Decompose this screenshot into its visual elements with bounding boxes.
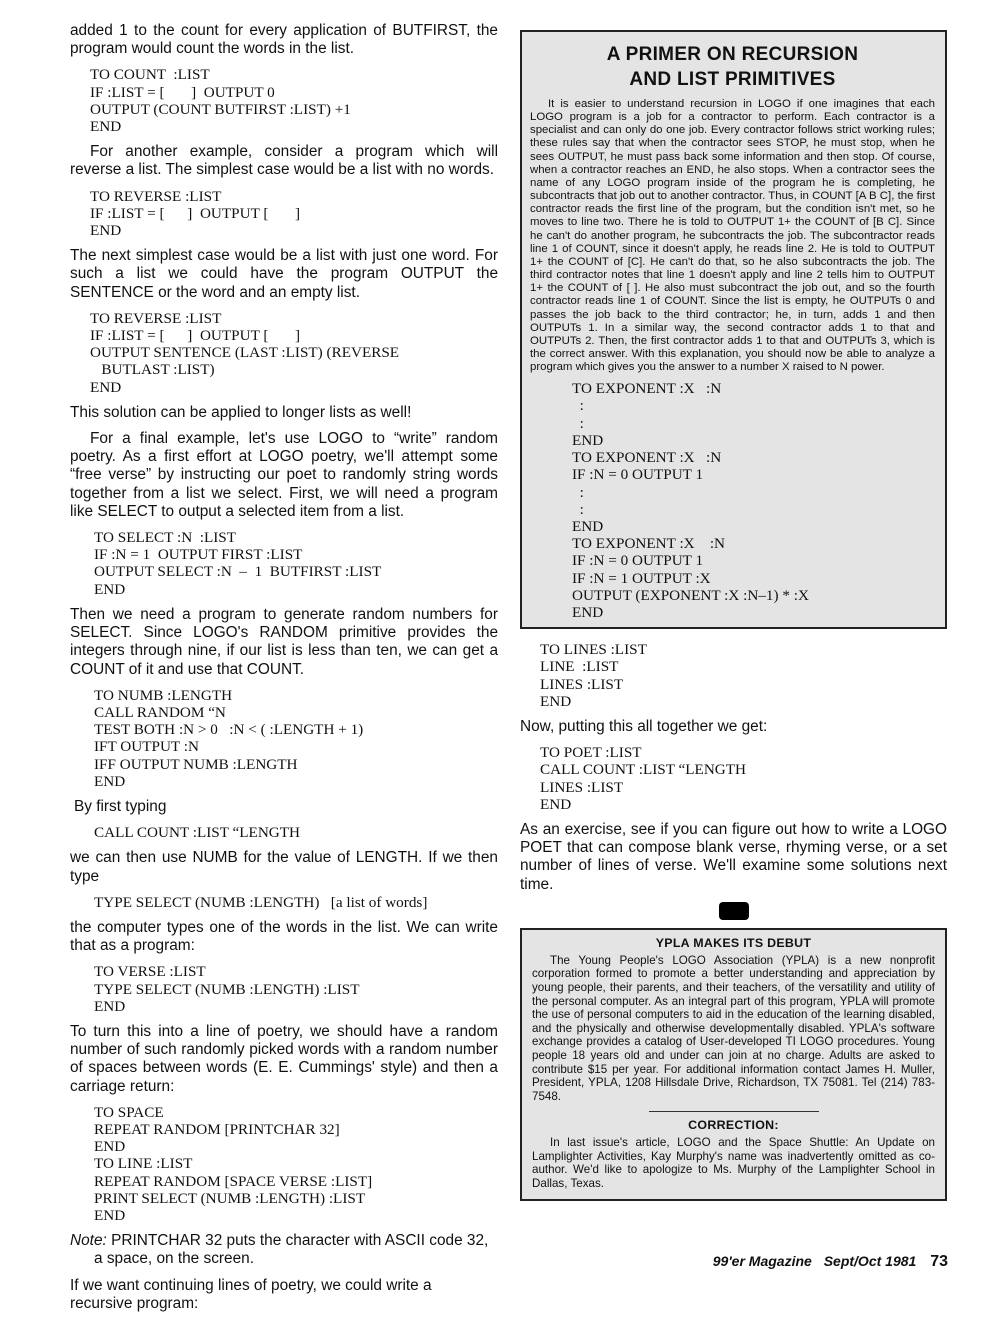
code-line: IF :LIST = [ ] OUTPUT [ ] bbox=[90, 327, 301, 345]
code-line: LINE :LIST bbox=[540, 658, 619, 676]
code-line: TYPE SELECT (NUMB :LENGTH) :LIST bbox=[94, 980, 360, 998]
code-line: END bbox=[572, 517, 604, 535]
code-line: END bbox=[90, 222, 122, 240]
code-line: BUTLAST :LIST) bbox=[90, 361, 215, 379]
correction-text: In last issue's article, LOGO and the Space Shuttle: An Update on Lamplighter Activities, Kay Murphy's name was inadvertently omitted as co-author. We'd like to apologize to Ms. Murphy of the Lamplighter School in Dallas, Texas. bbox=[532, 1136, 935, 1191]
code-line: OUTPUT SENTENCE (LAST :LIST) (REVERSE bbox=[90, 344, 400, 362]
code-line: PRINT SELECT (NUMB :LENGTH) :LIST bbox=[94, 1189, 366, 1207]
code-line: REPEAT RANDOM [SPACE VERSE :LIST] bbox=[94, 1172, 373, 1190]
code-line: END bbox=[90, 118, 122, 136]
code-line: REPEAT RANDOM [PRINTCHAR 32] bbox=[94, 1120, 340, 1138]
paragraph: Then we need a program to generate random numbers for SELECT. Since LOGO's RANDOM primitive provides the integers through nine, if our list is less than ten, we can get a COUNT of it and use that COUNT. bbox=[70, 605, 498, 678]
primer-title bbox=[530, 42, 935, 92]
code-line: END bbox=[94, 772, 126, 790]
code-line: IF :N = 0 OUTPUT 1 bbox=[572, 466, 704, 484]
paragraph: The next simplest case would be a list with just one word. For such a list we could have the program OUTPUT the SENTENCE or the word and an empty list. bbox=[70, 247, 498, 301]
code-line: CALL COUNT :LIST “LENGTH bbox=[540, 761, 746, 779]
paragraph: For a final example, let's use LOGO to “write” random poetry. As a first effort at LOGO poetry, we'll attempt some “free verse” by instructing our poet to randomly string words together from a list we select. First, we will need a program like SELECT to output a selected item from a list. bbox=[70, 430, 498, 520]
code-line: TEST BOTH :N > 0 :N < ( :LENGTH + 1) bbox=[94, 721, 364, 739]
code-line: TO SELECT :N :LIST bbox=[94, 529, 237, 547]
code-line: IF :LIST = [ ] OUTPUT [ ] bbox=[90, 204, 301, 222]
issue-date: Sept/Oct 1981 bbox=[823, 1253, 917, 1269]
code-line: TO EXPONENT :X :N bbox=[572, 449, 722, 467]
paragraph: the computer types one of the words in the list. We can write that as a program: bbox=[70, 918, 498, 955]
code-line: IF :LIST = [ ] OUTPUT 0 bbox=[90, 83, 275, 101]
note-label: Note: bbox=[70, 1232, 107, 1250]
primer-text: It is easier to understand recursion in LOGO if one imagines that each LOGO program is a job for a contractor to perform. Each contractor is a specialist and can only do one job. Every contractor follows strict working rules; these rules say that when the contractor sees STOP, he must stop, when he sees OUTPUT, he must pass back some information and then stop. Of course, when a contractor reaches an END, he also stops. When a contractor sees the name of any LOGO program inside of the program he is completing, he subcontracts that job out to another contractor. Thus, in COUNT [A B C], the first contractor reads the first line of the program, but the condition isn't met, so he moves to line two. There he is told to OUTPUT 1+ the COUNT of [B C]. Since he can't do another program, he subcontracts the job. The subcontractor reads line 1 of COUNT, since it doesn't apply, he reads line 2. He is told to OUTPUT 1+ the COUNT of [C]. He can't do that, so he also subcontracts the job. The third contractor notes that line 1 doesn't apply and line 2 tells him to OUTPUT 1+ the COUNT of [ ]. He also must subcontract the job out, and so the fourth contractor reads line 1 of COUNT. Since the list is empty, he OUTPUTs 0 and passes the job back to the third contractor; he, in turn, adds 1 and then OUTPUTs 1. In a similar way, the second contractor adds 1 to that and OUTPUTs 2. Then, the first contractor adds 1 to that and OUTPUTs 3, which is the correct answer. With this explanation, you should now be able to analyze a program which gives you the answer to a number X raised to N power. bbox=[530, 98, 935, 374]
right-column bbox=[520, 30, 947, 1201]
code-line: END bbox=[94, 1206, 126, 1224]
code-line: TO SPACE bbox=[94, 1103, 164, 1121]
code-block bbox=[94, 894, 498, 911]
code-line: END bbox=[94, 580, 126, 598]
code-block bbox=[90, 188, 498, 240]
code-block bbox=[90, 66, 498, 135]
code-line: TO REVERSE :LIST bbox=[90, 187, 222, 205]
code-line: TYPE SELECT (NUMB :LENGTH) [a list of words] bbox=[94, 893, 428, 911]
code-block bbox=[540, 744, 947, 813]
ypla-text: The Young People's LOGO Association (YPLA) is a new nonprofit corporation formed to promote a better understanding and appreciation by young people, their parents, and their teachers, of the versatility and utility of the personal computer. As an integral part of this program, YPLA will promote the use of personal computers to aid in the education of the learning disabled, and the physically and otherwise developmentally disabled. YPLA's software exchange provides a catalog of User-developed TI LOGO procedures. Young people 18 years old and under can join at no charge. Adults are asked to contribute $15 per year. For additional information contact James H. Muller, President, YPLA, 1208 Hillsdale Drive, Richardson, TX 75081. Tel (214) 783-7548. bbox=[532, 953, 935, 1103]
code-line: IFF OUTPUT NUMB :LENGTH bbox=[94, 755, 298, 773]
code-line: TO EXPONENT :X :N bbox=[572, 380, 722, 398]
code-line: END bbox=[94, 1138, 126, 1156]
code-line: END bbox=[572, 603, 604, 621]
note-text: PRINTCHAR 32 puts the character with ASCII code 32, a space, on the screen. bbox=[94, 1232, 489, 1268]
code-line: TO LINES :LIST bbox=[540, 641, 647, 659]
left-column bbox=[70, 22, 498, 1321]
paragraph: we can then use NUMB for the value of LENGTH. If we then type bbox=[70, 849, 498, 885]
paragraph: Now, putting this all together we get: bbox=[520, 717, 768, 735]
code-line: LINES :LIST bbox=[540, 675, 624, 693]
code-line: OUTPUT SELECT :N – 1 BUTFIRST :LIST bbox=[94, 563, 382, 581]
code-line: : bbox=[572, 483, 584, 501]
paragraph: If we want continuing lines of poetry, we could write a recursive program: bbox=[70, 1276, 432, 1312]
code-line: TO POET :LIST bbox=[540, 744, 642, 762]
code-line: CALL RANDOM “N bbox=[94, 703, 226, 721]
ypla-sidebar bbox=[520, 928, 947, 1201]
primer-sidebar bbox=[520, 30, 947, 629]
code-block bbox=[94, 963, 498, 1015]
code-block bbox=[94, 529, 498, 598]
paragraph: For another example, consider a program which will reverse a list. The simplest case would be a list with no words. bbox=[70, 143, 498, 179]
correction-title: CORRECTION: bbox=[688, 1118, 779, 1133]
code-line: OUTPUT (COUNT BUTFIRST :LIST) +1 bbox=[90, 100, 351, 118]
code-line: OUTPUT (EXPONENT :X :N–1) * :X bbox=[572, 586, 809, 604]
code-line: : bbox=[572, 397, 584, 415]
paragraph: added 1 to the count for every application of BUTFIRST, the program would count the words in the list. bbox=[70, 22, 498, 58]
code-block bbox=[94, 687, 498, 790]
divider bbox=[649, 1111, 819, 1112]
code-line: TO NUMB :LENGTH bbox=[94, 686, 233, 704]
code-line: TO EXPONENT :X :N bbox=[572, 535, 726, 553]
code-line: IF :N = 1 OUTPUT :X bbox=[572, 569, 711, 587]
end-mark-icon bbox=[719, 902, 749, 920]
paragraph: This solution can be applied to longer lists as well! bbox=[70, 403, 412, 421]
code-line: END bbox=[94, 997, 126, 1015]
paragraph: As an exercise, see if you can figure out how to write a LOGO POET that can compose blank verse, rhyming verse, or a set number of lines of verse. We'll examine some solutions next time. bbox=[520, 820, 947, 893]
code-block bbox=[94, 1104, 498, 1224]
code-line: LINES :LIST bbox=[540, 778, 624, 796]
code-line: IF :N = 1 OUTPUT FIRST :LIST bbox=[94, 546, 303, 564]
code-line: TO REVERSE :LIST bbox=[90, 309, 222, 327]
primer-code bbox=[572, 380, 935, 621]
code-line: IFT OUTPUT :N bbox=[94, 738, 199, 756]
page-footer bbox=[713, 1253, 948, 1271]
code-line: : bbox=[572, 414, 584, 432]
paragraph: To turn this into a line of poetry, we should have a random number of such randomly picked words with a random number of spaces between words (E. E. Cummings' style) and then a carriage return: bbox=[70, 1022, 498, 1095]
code-line: END bbox=[572, 431, 604, 449]
code-line: END bbox=[540, 795, 572, 813]
magazine-name: 99'er Magazine bbox=[712, 1253, 812, 1269]
code-block bbox=[90, 310, 498, 396]
code-line: TO LINE :LIST bbox=[94, 1155, 193, 1173]
ypla-title: YPLA MAKES ITS DEBUT bbox=[655, 935, 812, 950]
code-line: : bbox=[572, 500, 584, 518]
code-block bbox=[94, 824, 498, 841]
note bbox=[70, 1232, 498, 1268]
code-line: IF :N = 0 OUTPUT 1 bbox=[572, 552, 704, 570]
code-line: END bbox=[540, 692, 572, 710]
code-line: TO VERSE :LIST bbox=[94, 963, 206, 981]
paragraph: By first typing bbox=[74, 797, 167, 815]
code-line: CALL COUNT :LIST “LENGTH bbox=[94, 824, 300, 842]
code-line: END bbox=[90, 378, 122, 396]
page-number: 73 bbox=[930, 1253, 948, 1270]
code-block bbox=[540, 641, 947, 710]
primer-title-line: AND LIST PRIMITIVES bbox=[629, 69, 836, 90]
code-line: TO COUNT :LIST bbox=[90, 66, 210, 84]
primer-title-line: A PRIMER ON RECURSION bbox=[606, 44, 859, 65]
